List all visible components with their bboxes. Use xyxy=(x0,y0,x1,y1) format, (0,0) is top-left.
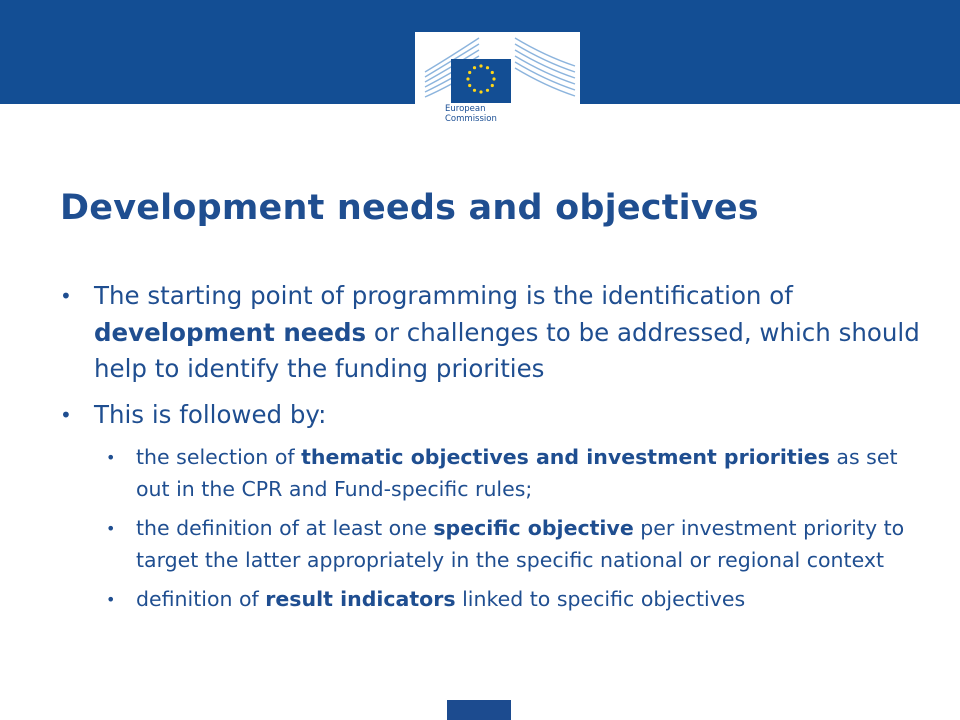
sub-bullet-text-bold: specific objective xyxy=(433,516,634,540)
sub-bullet-item xyxy=(106,442,930,505)
sub-bullet-text-post: linked to specific objectives xyxy=(455,587,746,611)
sub-bullet-item xyxy=(106,513,930,576)
sub-bullet-item xyxy=(106,584,930,616)
sub-bullet-text-pre: definition of xyxy=(136,587,266,611)
sub-bullet-text-pre: the selection of xyxy=(136,445,302,469)
european-commission-logo xyxy=(415,32,580,136)
bullet-item xyxy=(60,278,930,388)
bullet-dot-icon: • xyxy=(106,590,116,609)
sub-bullet-text-pre: the definition of at least one xyxy=(136,516,434,540)
slide-body xyxy=(60,278,930,616)
bullet-text-post: or challenges to be addressed, which should help to identify the funding priorities xyxy=(94,317,920,383)
bullet-dot-icon: • xyxy=(60,284,72,308)
sub-bullet-text-bold: result indicators xyxy=(265,587,456,611)
logo-line-2: Commission xyxy=(445,114,497,124)
sub-bullet-list xyxy=(60,442,930,616)
footer-flag-tab xyxy=(447,700,511,720)
bullet-dot-icon: • xyxy=(60,402,72,427)
sub-bullet-text-bold: thematic objectives and investment priorities xyxy=(301,445,830,469)
bullet-text-bold: development needs xyxy=(94,317,367,347)
bullet-item xyxy=(60,397,930,434)
sub-bullet-text-post: per investment priority to target the latter appropriately in the specific national or regional context xyxy=(136,516,905,572)
bullet-dot-icon: • xyxy=(106,448,116,467)
bullet-dot-icon: • xyxy=(106,519,116,538)
slide-title: Development needs and objectives xyxy=(60,188,759,228)
bullet-text-pre: The starting point of programming is the identification of xyxy=(94,281,793,310)
logo-wordmark xyxy=(445,104,511,124)
sub-bullet-text-post: as set out in the CPR and Fund-specific rules; xyxy=(136,445,898,501)
bullet-text: This is followed by: xyxy=(94,399,327,429)
logo-line-1: European xyxy=(445,104,486,114)
